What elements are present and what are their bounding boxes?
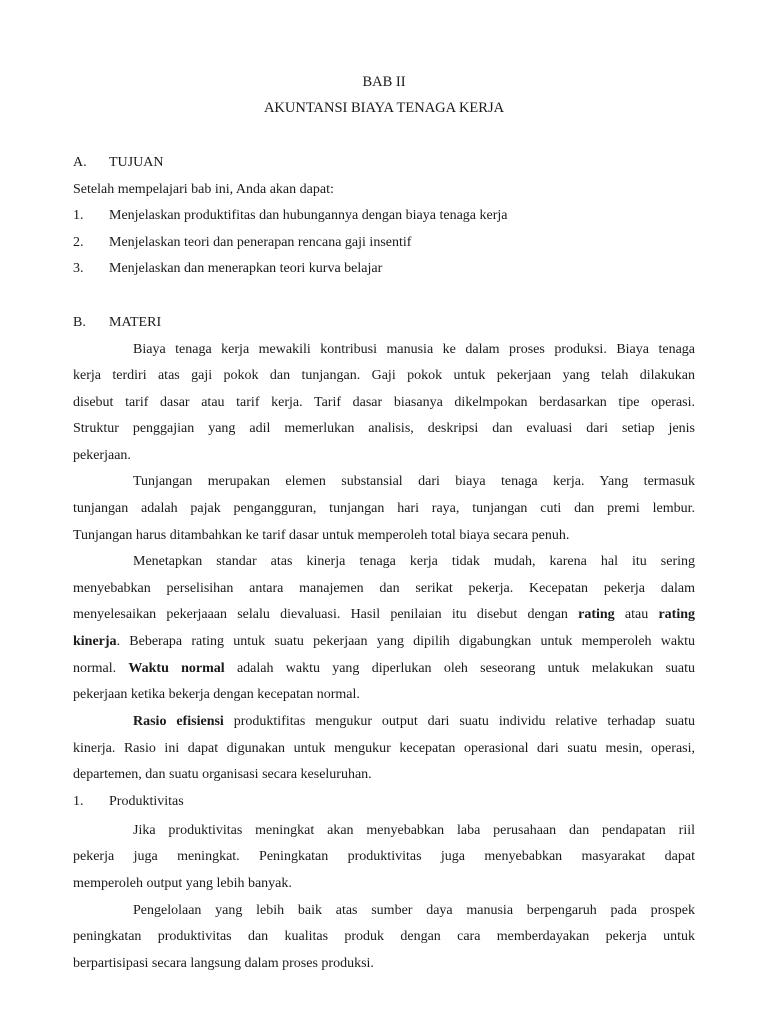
objective-number: 2.: [73, 235, 84, 250]
paragraph-line: Biaya tenaga kerja mewakili kontribusi manusia ke dalam proses produksi. Biaya tenaga: [133, 342, 695, 357]
paragraph-line: disebut tarif dasar atau tarif kerja. Tarif dasar biasanya dikelmpokan berdasarkan tipe operasi.: [73, 395, 695, 410]
paragraph-line: pekerjaan.: [73, 448, 131, 463]
objective-number: 1.: [73, 208, 84, 223]
paragraph-line: peningkatan produktivitas dan kualitas produk dengan cara memberdayakan pekerja untuk: [73, 929, 695, 944]
text-run: normal.: [73, 661, 129, 676]
section-a-letter: A.: [73, 155, 87, 170]
paragraph-line: Pengelolaan yang lebih baik atas sumber daya manusia berpengaruh pada prospek: [133, 903, 695, 918]
paragraph-line: memperoleh output yang lebih banyak.: [73, 876, 292, 891]
text-run: adalah waktu yang diperlukan oleh seseorang untuk melakukan suatu: [224, 661, 696, 676]
paragraph-line: [73, 660, 695, 678]
paragraph-line: Struktur penggajian yang adil memerlukan analisis, deskripsi dan evaluasi dari setiap jenis: [73, 421, 695, 436]
chapter-title: AKUNTANSI BIAYA TENAGA KERJA: [263, 100, 505, 116]
text-run: atau: [614, 607, 659, 622]
paragraph-line: kerja terdiri atas gaji pokok dan tunjangan. Gaji pokok untuk pekerjaan yang telah dilakukan: [73, 368, 695, 383]
paragraph-line: [73, 633, 695, 651]
text-run: . Beberapa rating untuk suatu pekerjaan yang dipilih digabungkan untuk memperoleh waktu: [116, 634, 695, 649]
paragraph-line: [133, 713, 695, 731]
paragraph-line: departemen, dan suatu organisasi secara keseluruhan.: [73, 767, 372, 782]
section-a-title: TUJUAN: [109, 155, 164, 170]
paragraph-line: kinerja. Rasio ini dapat digunakan untuk mengukur kecepatan operasional dari suatu mesin, operasi,: [73, 741, 695, 756]
objective-text: Menjelaskan teori dan penerapan rencana gaji insentif: [109, 235, 412, 250]
term-rating: rating: [578, 607, 615, 622]
paragraph-line: Jika produktivitas meningkat akan menyebabkan laba perusahaan dan pendapatan riil: [133, 823, 695, 838]
section-b-letter: B.: [73, 315, 86, 330]
paragraph-line: tunjangan adalah pajak pengangguran, tunjangan hari raya, tunjangan cuti dan premi lembur.: [73, 501, 695, 516]
subsection-title: Produktivitas: [109, 794, 184, 809]
paragraph-line: Tunjangan merupakan elemen substansial dari biaya tenaga kerja. Yang termasuk: [133, 474, 695, 489]
text-run: menyelesaikan pekerjaaan selalu dievaluasi. Hasil penilaian itu disebut dengan: [73, 607, 579, 622]
paragraph-line: Tunjangan harus ditambahkan ke tarif dasar untuk memperoleh total biaya secara penuh.: [73, 528, 570, 543]
paragraph-line: pekerja juga meningkat. Peningkatan produktivitas juga menyebabkan masyarakat dapat: [73, 849, 695, 864]
term-waktu-normal: Waktu normal: [128, 661, 225, 676]
chapter-number: BAB II: [362, 74, 406, 90]
term-rasio-efisiensi: Rasio efisiensi: [133, 714, 224, 729]
subsection-number: 1.: [73, 794, 84, 809]
objective-text: Menjelaskan dan menerapkan teori kurva belajar: [109, 261, 383, 276]
term-kinerja: kinerja: [73, 634, 117, 649]
paragraph-line: pekerjaan ketika bekerja dengan kecepatan normal.: [73, 687, 360, 702]
objective-number: 3.: [73, 261, 84, 276]
section-b-title: MATERI: [109, 315, 162, 330]
paragraph-line: Menetapkan standar atas kinerja tenaga kerja tidak mudah, karena hal itu sering: [133, 554, 695, 569]
paragraph-line: menyebabkan perselisihan antara manajemen dan serikat pekerja. Kecepatan pekerja dalam: [73, 581, 695, 596]
text-run: produktifitas mengukur output dari suatu individu relative terhadap suatu: [223, 714, 696, 729]
section-a-intro: Setelah mempelajari bab ini, Anda akan dapat:: [73, 182, 334, 197]
objective-text: Menjelaskan produktifitas dan hubungannya dengan biaya tenaga kerja: [109, 208, 508, 223]
paragraph-line: berpartisipasi secara langsung dalam proses produksi.: [73, 956, 374, 971]
term-rating: rating: [658, 607, 695, 622]
paragraph-line: [73, 606, 695, 624]
